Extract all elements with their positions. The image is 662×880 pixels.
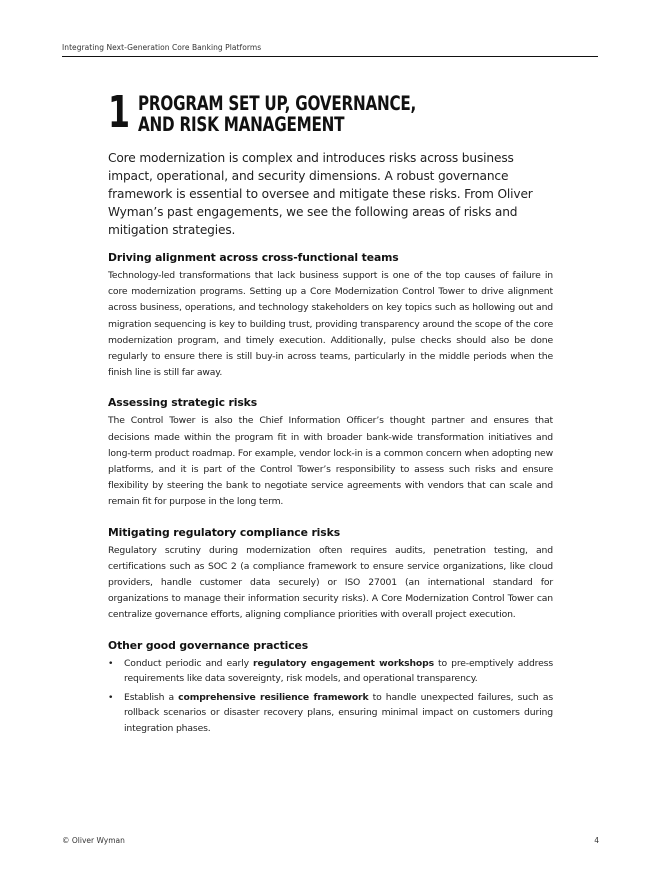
intro-paragraph: Core modernization is complex and introduces risks across business impact, operational, and security dimensions. A robust governance framework is essential to oversee and mitigate these risks. From Oliver Wyman’s past engagements, we see the following areas of risks and mitigation strategies. [108, 151, 533, 237]
subsection-alignment [108, 251, 553, 381]
bullet-icon: • [108, 691, 114, 703]
subsection-body: Regulatory scrutiny during modernization often requires audits, penetration testing, and certifications such as SOC 2 (a compliance framework to ensure service organizations, like cloud providers, handle customer data securely) or ISO 27001 (an international standard for organizations to manage their information security risks). A Core Modernization Control Tower can centralize governance efforts, aligning compliance priorities with overall project execution. [108, 544, 553, 621]
subsection-heading: Other good governance practices [108, 638, 309, 652]
subsection-strategic-risks [108, 396, 553, 510]
subsection-heading: Assessing strategic risks [108, 396, 258, 410]
section-number: 1 [108, 87, 130, 138]
subsection-body: Technology-led transformations that lack business support is one of the top causes of failure in core modernization programs. Setting up a Core Modernization Control Tower to drive alignment across business, operations, and technology stakeholders on key topics such as hollowing out and migration sequencing is key to building trust, providing transparency around the scope of the core modernization program, and timely execution. Additionally, pulse checks should also be done regularly to ensure there is still buy-in across teams, particularly in the middle periods when the finish line is still far away. [108, 270, 553, 379]
subsection-heading: Mitigating regulatory compliance risks [108, 525, 341, 539]
section-title-line-2: AND RISK MANAGEMENT [138, 113, 345, 136]
bullet-text-post: to handle unexpected failures, such as rollback scenarios or disaster recovery plans, ensuring minimal impact on customers during integration phases. [124, 691, 553, 734]
subsection-other-practices [108, 639, 553, 737]
bullet-text-pre: Establish a [124, 691, 179, 703]
bullet-text-pre: Conduct periodic and early [124, 657, 254, 669]
bullet-icon: • [108, 657, 114, 669]
subsection-body: The Control Tower is also the Chief Information Officer’s thought partner and ensures that decisions made within the program fit in with broader bank-wide transformation initiatives and long-term product roadmap. For example, vendor lock-in is a common concern when adopting new platforms, and it is part of the Control Tower’s responsibility to assess such risks and ensure flexibility by steering the bank to negotiate service agreements with vendors that can scale and remain fit for purpose in the long term. [108, 415, 553, 508]
main-content [108, 251, 553, 751]
list-item [108, 656, 553, 687]
running-header: Integrating Next-Generation Core Banking Platforms [62, 43, 262, 52]
bullet-text-bold: comprehensive resilience framework [178, 691, 369, 703]
bullet-text-post: to pre-emptively address requirements like data sovereignty, risk models, and operational transparency. [124, 657, 553, 685]
practices-list [108, 656, 553, 737]
page-number: 4 [594, 836, 599, 845]
footer-copyright: © Oliver Wyman [62, 836, 125, 845]
bullet-text-bold: regulatory engagement workshops [253, 657, 434, 669]
list-item [108, 690, 553, 737]
subsection-regulatory [108, 526, 553, 624]
section-title-line-1: PROGRAM SET UP, GOVERNANCE, [138, 92, 417, 115]
section-title [138, 93, 416, 135]
subsection-heading: Driving alignment across cross-functional teams [108, 251, 399, 264]
header-divider [62, 56, 598, 57]
